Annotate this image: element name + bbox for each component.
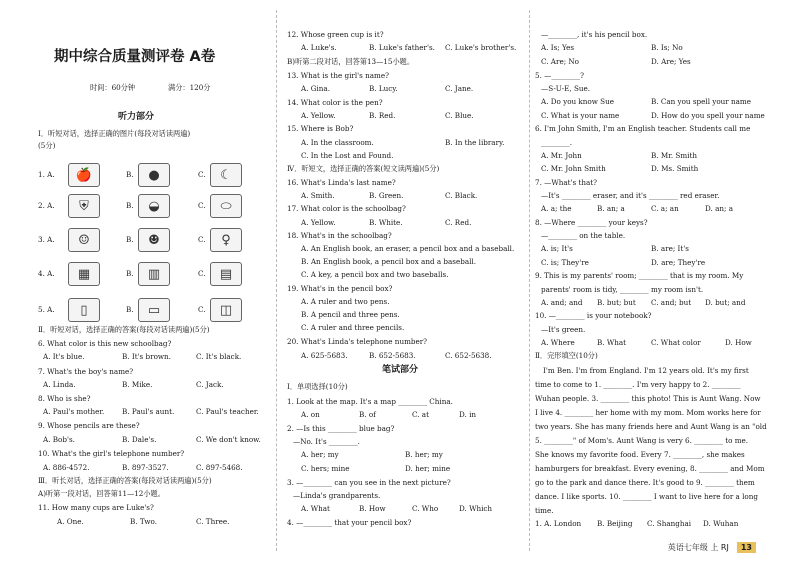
bag-icon[interactable]: ◫ bbox=[210, 298, 242, 322]
option[interactable]: C. Jane. bbox=[445, 84, 474, 93]
question: 6. I'm John Smith, I'm an English teacher. Students call me bbox=[535, 124, 751, 133]
shoes-icon[interactable]: ⬭ bbox=[210, 194, 242, 218]
picture-question-number: 4. A. bbox=[38, 269, 55, 278]
option[interactable]: B. Two. bbox=[130, 517, 158, 526]
option[interactable]: C. and; but bbox=[651, 298, 692, 307]
option[interactable]: C. is; They're bbox=[541, 258, 589, 267]
question: 11. How many cups are Luke's? bbox=[38, 503, 154, 512]
question: 7. What's the boy's name? bbox=[38, 367, 134, 376]
option[interactable]: D. are; They're bbox=[651, 258, 706, 267]
section-title: Ⅲ．听长对话，选择正确的答案(每段对话读两遍)(5分) bbox=[38, 476, 212, 485]
question-line: —________, it's his pencil box. bbox=[541, 30, 648, 39]
option[interactable]: B. Mike. bbox=[122, 380, 153, 389]
question: 16. What's Linda's last name? bbox=[287, 178, 396, 187]
option[interactable]: A. Gina. bbox=[301, 84, 330, 93]
option[interactable]: C. Luke's brother's. bbox=[445, 43, 517, 52]
question-line: ________. bbox=[541, 138, 573, 147]
picture-question-number: 5. A. bbox=[38, 305, 55, 314]
option[interactable]: C. A key, a pencil box and two baseballs. bbox=[301, 270, 449, 279]
option[interactable]: D. Wuhan bbox=[703, 519, 739, 528]
picture-question-number: 1. A. bbox=[38, 170, 55, 179]
question-line: —No. It's ________. bbox=[293, 437, 360, 446]
page-footer bbox=[668, 542, 756, 553]
option[interactable]: B. Lucy. bbox=[369, 84, 398, 93]
picture-option-letter: C. bbox=[198, 235, 206, 244]
option[interactable]: D. an; a bbox=[705, 204, 733, 213]
option[interactable]: B. Is; No bbox=[651, 43, 683, 52]
option[interactable]: C. Black. bbox=[445, 191, 478, 200]
question: 8. —Where ________ your keys? bbox=[535, 218, 648, 227]
option[interactable]: C. Red. bbox=[445, 218, 472, 227]
banana-icon[interactable]: ☾ bbox=[210, 163, 242, 187]
jacket-icon[interactable]: ⛨ bbox=[68, 194, 100, 218]
option[interactable]: A. Where bbox=[541, 338, 575, 347]
girl-icon[interactable]: ☻ bbox=[138, 228, 170, 252]
option[interactable]: C. A ruler and three pencils. bbox=[301, 323, 405, 332]
question-line: —It's ________ eraser, and it's ________ red eraser. bbox=[541, 191, 720, 200]
option[interactable]: A. Mr. John bbox=[541, 151, 582, 160]
option[interactable]: A. Bob's. bbox=[43, 435, 75, 444]
section-title: Ⅱ．完形填空(10分) bbox=[535, 351, 598, 360]
sub-instruction: A)听第一段对话，回答第11—12小题。 bbox=[38, 489, 165, 498]
option[interactable]: A. Is; Yes bbox=[541, 43, 575, 52]
question: 10. What's the girl's telephone number? bbox=[38, 449, 185, 458]
option[interactable]: A. 886-4572. bbox=[43, 463, 90, 472]
option[interactable]: B. Dale's. bbox=[122, 435, 157, 444]
option[interactable]: C. In the Lost and Found. bbox=[301, 151, 394, 160]
question-line: —It's green. bbox=[541, 325, 586, 334]
option[interactable]: A. It's blue. bbox=[43, 352, 85, 361]
option[interactable]: D. Ms. Smith bbox=[651, 164, 699, 173]
option[interactable]: A. Smith. bbox=[301, 191, 335, 200]
option[interactable]: B. her; my bbox=[405, 450, 443, 459]
option[interactable]: C. Are; No bbox=[541, 57, 580, 66]
time-limit: 时间：60分钟 bbox=[90, 83, 136, 92]
picture-option-letter: C. bbox=[198, 269, 206, 278]
option[interactable]: B. an; a bbox=[597, 204, 625, 213]
option[interactable]: A. Yellow. bbox=[301, 111, 336, 120]
question-line: —S-U-E, Sue. bbox=[541, 84, 591, 93]
full-score: 满分：120分 bbox=[168, 83, 211, 92]
picture-option-letter: B. bbox=[126, 305, 134, 314]
passage-line: time. bbox=[535, 506, 554, 515]
question: 6. What color is this new schoolbag? bbox=[38, 339, 172, 348]
question: 14. What color is the pen? bbox=[287, 98, 383, 107]
option[interactable]: C. Mr. John Smith bbox=[541, 164, 606, 173]
question: 10. —________ is your notebook? bbox=[535, 311, 652, 320]
question: 12. Whose green cup is it? bbox=[287, 30, 384, 39]
option[interactable]: D. but; and bbox=[705, 298, 746, 307]
option[interactable]: C. Paul's teacher. bbox=[196, 407, 259, 416]
column-divider bbox=[276, 10, 277, 551]
boy-icon[interactable]: ☺ bbox=[68, 228, 100, 252]
option[interactable]: B. It's brown. bbox=[122, 352, 171, 361]
room-icon[interactable]: ▤ bbox=[210, 262, 242, 286]
option[interactable]: A. is; It's bbox=[541, 244, 573, 253]
footer-label: 英语七年级 上 RJ bbox=[667, 543, 729, 552]
option[interactable]: B. Can you spell your name bbox=[651, 97, 751, 106]
option[interactable]: A. on bbox=[301, 410, 320, 419]
option[interactable]: C. Jack. bbox=[196, 380, 224, 389]
option[interactable]: C. Blue. bbox=[445, 111, 474, 120]
picture-option-letter: B. bbox=[126, 201, 134, 210]
question-line: —Linda's grandparents. bbox=[293, 491, 381, 500]
option[interactable]: A. and; and bbox=[541, 298, 583, 307]
passage-line: go to the park and dance there. It's good to 9. ________ them bbox=[535, 478, 755, 487]
option[interactable]: C. hers; mine bbox=[301, 464, 350, 473]
option[interactable]: A. Luke's. bbox=[301, 43, 337, 52]
option[interactable]: A. In the classroom. bbox=[301, 138, 374, 147]
passage-line: I'm Ben. I'm from England. I'm 12 years old. It's my first bbox=[543, 366, 749, 375]
option[interactable]: B. Red. bbox=[369, 111, 396, 120]
option[interactable]: C. 897-5468. bbox=[196, 463, 243, 472]
option[interactable]: D. in bbox=[459, 410, 477, 419]
section-title: Ⅰ．听短对话，选择正确的图片(每段对话读两遍) bbox=[38, 129, 191, 138]
option[interactable]: B. Beijing bbox=[597, 519, 633, 528]
question: 1. Look at the map. It's a map ________ China. bbox=[287, 397, 453, 406]
option[interactable]: B. of bbox=[359, 410, 376, 419]
question: 15. Where is Bob? bbox=[287, 124, 354, 133]
question-line: parents' room is tidy, ________ my room isn't. bbox=[541, 285, 704, 294]
question: 3. —________ can you see in the next picture? bbox=[287, 478, 451, 487]
option[interactable]: A. Do you know Sue bbox=[541, 97, 614, 106]
question: 13. What is the girl's name? bbox=[287, 71, 389, 80]
option[interactable]: B. Mr. Smith bbox=[651, 151, 697, 160]
question: 2. —Is this ________ blue bag? bbox=[287, 424, 395, 433]
option[interactable]: B. Paul's aunt. bbox=[122, 407, 175, 416]
listening-heading: 听力部分 bbox=[118, 112, 155, 122]
option[interactable]: C. Three. bbox=[196, 517, 230, 526]
option[interactable]: A. her; my bbox=[301, 450, 339, 459]
section-title: Ⅳ．听短文，选择正确的答案(短文读两遍)(5分) bbox=[287, 164, 440, 173]
option[interactable]: C. 652-5638. bbox=[445, 351, 492, 360]
option[interactable]: C. a; an bbox=[651, 204, 679, 213]
picture-question-number: 3. A. bbox=[38, 235, 55, 244]
question: 20. What's Linda's telephone number? bbox=[287, 337, 428, 346]
question: 5. —________? bbox=[535, 71, 584, 80]
question-line: —________ on the table. bbox=[541, 231, 626, 240]
option[interactable]: D. her; mine bbox=[405, 464, 451, 473]
option[interactable]: B. 897-3527. bbox=[122, 463, 169, 472]
option[interactable]: A. Yellow. bbox=[301, 218, 336, 227]
section-title: Ⅱ．听短对话，选择正确的答案(每段对话读两遍)(5分) bbox=[38, 325, 210, 334]
option[interactable]: B. An English book, a pencil box and a baseball. bbox=[301, 257, 477, 266]
section-points: (5分) bbox=[38, 141, 56, 150]
classroom-icon[interactable]: ▥ bbox=[138, 262, 170, 286]
option[interactable]: A. Linda. bbox=[43, 380, 76, 389]
picture-question-number: 2. A. bbox=[38, 201, 55, 210]
option[interactable]: C. We don't know. bbox=[196, 435, 261, 444]
option[interactable]: C. It's black. bbox=[196, 352, 242, 361]
sub-instruction: B)听第二段对话，回答第13—15小题。 bbox=[287, 57, 415, 66]
option[interactable]: B. White. bbox=[369, 218, 403, 227]
page-title: 期中综合质量测评卷 A卷 bbox=[54, 49, 216, 65]
section-title: Ⅰ．单项选择(10分) bbox=[287, 382, 348, 391]
book-icon[interactable]: ▯ bbox=[68, 298, 100, 322]
writing-heading: 笔试部分 bbox=[382, 365, 419, 375]
question: 19. What's in the pencil box? bbox=[287, 284, 393, 293]
option[interactable]: B. Luke's father's. bbox=[369, 43, 435, 52]
question: 9. This is my parents' room; ________ that is my room. My bbox=[535, 271, 744, 280]
option[interactable]: B. A pencil and three pens. bbox=[301, 310, 400, 319]
option[interactable]: B. In the library. bbox=[445, 138, 505, 147]
passage-line: I live 4. ________ her home with my mom. Mom works here for bbox=[535, 408, 761, 417]
picture-option-letter: C. bbox=[198, 305, 206, 314]
option[interactable]: B. What bbox=[597, 338, 627, 347]
option[interactable]: C. Who bbox=[412, 504, 439, 513]
passage-line: two years. She has many friends here and Aunt Wang is an "old bbox=[535, 422, 767, 431]
question: 18. What's in the schoolbag? bbox=[287, 231, 392, 240]
option[interactable]: A. One. bbox=[57, 517, 84, 526]
option[interactable]: 1. A. London bbox=[535, 519, 582, 528]
picture-option-letter: C. bbox=[198, 170, 206, 179]
passage-line: 5. ________" of Mom's. Aunt Wang is very 6. ________ to me. bbox=[535, 436, 749, 445]
option[interactable]: A. 625-5683. bbox=[301, 351, 348, 360]
option[interactable]: D. How bbox=[725, 338, 752, 347]
picture-option-letter: B. bbox=[126, 235, 134, 244]
option[interactable]: A. An English book, an eraser, a pencil box and a baseball. bbox=[301, 244, 515, 253]
woman-icon[interactable]: ♀ bbox=[210, 228, 242, 252]
column-divider bbox=[529, 10, 530, 551]
option[interactable]: C. at bbox=[412, 410, 429, 419]
question: 8. Who is she? bbox=[38, 394, 91, 403]
option[interactable]: A. a; the bbox=[541, 204, 572, 213]
passage-line: time to come to 1. ________. I'm very happy to 2. ________ bbox=[535, 380, 741, 389]
option[interactable]: D. How do you spell your name bbox=[651, 111, 765, 120]
picture-option-letter: B. bbox=[126, 170, 134, 179]
option[interactable]: B. are; It's bbox=[651, 244, 689, 253]
option[interactable]: C. Shanghai bbox=[647, 519, 692, 528]
option[interactable]: D. Are; Yes bbox=[651, 57, 691, 66]
question: 4. —________ that your pencil box? bbox=[287, 518, 412, 527]
picture-option-letter: C. bbox=[198, 201, 206, 210]
passage-line: She knows my favorite food. Every 7. ________, she makes bbox=[535, 450, 745, 459]
option[interactable]: B. How bbox=[359, 504, 386, 513]
page-number: 13 bbox=[737, 542, 756, 553]
option[interactable]: B. 652-5683. bbox=[369, 351, 416, 360]
question: 17. What color is the schoolbag? bbox=[287, 204, 406, 213]
option[interactable]: D. Which bbox=[459, 504, 493, 513]
passage-line: hamburgers for breakfast. Every evening, 8. ________ and Mom bbox=[535, 464, 765, 473]
option[interactable]: A. A ruler and two pens. bbox=[301, 297, 390, 306]
option[interactable]: C. What is your name bbox=[541, 111, 620, 120]
picture-option-letter: B. bbox=[126, 269, 134, 278]
map-icon[interactable]: ▦ bbox=[68, 262, 100, 286]
option[interactable]: B. but; but bbox=[597, 298, 636, 307]
apple-icon[interactable]: 🍎 bbox=[68, 163, 100, 187]
option[interactable]: B. Green. bbox=[369, 191, 404, 200]
option[interactable]: C. What color bbox=[651, 338, 701, 347]
option[interactable]: A. Paul's mother. bbox=[43, 407, 105, 416]
pencil-box-icon[interactable]: ▭ bbox=[138, 298, 170, 322]
orange-icon[interactable]: ● bbox=[138, 163, 170, 187]
option[interactable]: A. What bbox=[301, 504, 330, 513]
question: 9. Whose pencils are these? bbox=[38, 421, 140, 430]
passage-line: dance. I like sports. 10. ________ I want to live here for a long bbox=[535, 492, 758, 501]
hat-icon[interactable]: ◒ bbox=[138, 194, 170, 218]
passage-line: Wuhan people. 3. ________ this photo! This is Aunt Wang. Now bbox=[535, 394, 761, 403]
question: 7. —What's that? bbox=[535, 178, 598, 187]
